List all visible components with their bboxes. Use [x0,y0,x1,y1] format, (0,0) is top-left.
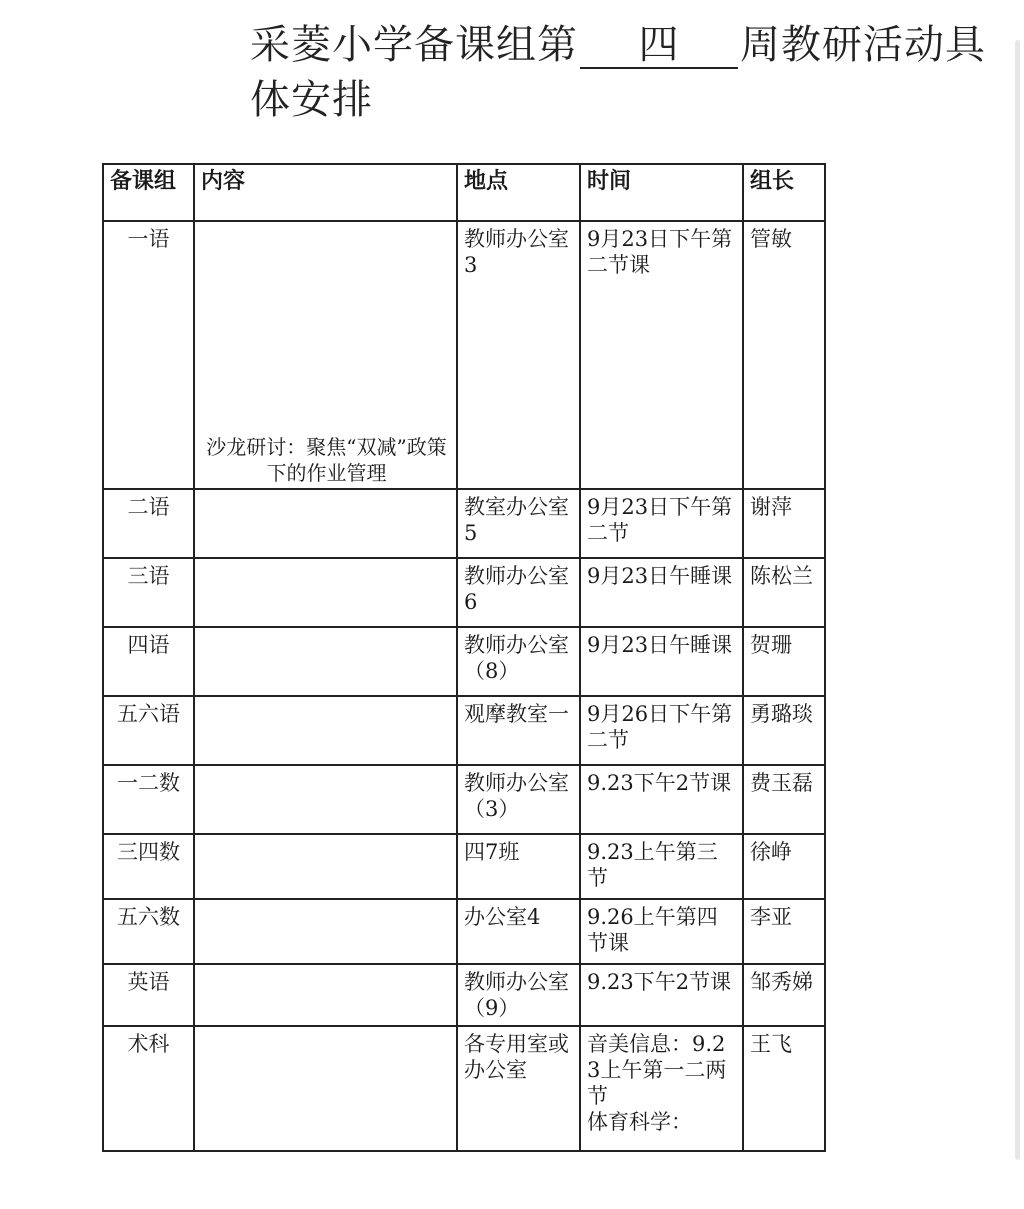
location-cell: 各专用室或办公室 [457,1026,580,1151]
location-cell: 教师办公室（9） [457,964,580,1026]
leader-cell: 陈松兰 [743,558,825,627]
location-cell: 观摩教室一 [457,696,580,765]
time-text-secondary: 体育科学： [587,1110,692,1134]
page-title [250,18,990,128]
table-row [103,765,825,834]
leader-cell: 李亚 [743,899,825,964]
location-cell: 教室办公室5 [457,489,580,558]
table-row [103,221,825,489]
header-location: 地点 [457,164,580,221]
table-row [103,899,825,964]
title-prefix: 采菱小学备课组第 [250,22,578,68]
content-cell [194,834,457,899]
time-cell: 9月23日午睡课 [580,558,743,627]
table-row [103,964,825,1026]
table-row [103,696,825,765]
content-cell [194,558,457,627]
header-group: 备课组 [103,164,194,221]
location-cell: 教师办公室（3） [457,765,580,834]
time-cell: 9.23下午2节课 [580,964,743,1026]
time-cell: 9月23日午睡课 [580,627,743,696]
scrollbar[interactable] [1015,40,1020,1160]
table-header-row [103,164,825,221]
location-cell: 教师办公室6 [457,558,580,627]
leader-cell: 徐峥 [743,834,825,899]
time-cell: 9月23日下午第二节课 [580,221,743,489]
content-cell [194,489,457,558]
group-cell: 三语 [103,558,194,627]
leader-cell: 贺珊 [743,627,825,696]
table-row [103,1026,825,1151]
leader-cell: 勇璐琰 [743,696,825,765]
title-suffix: 周教研活动具体安排 [250,22,986,123]
content-cell [194,696,457,765]
content-cell [194,1026,457,1151]
location-cell: 教师办公室3 [457,221,580,489]
content-cell [194,964,457,1026]
group-cell: 二语 [103,489,194,558]
location-cell: 四7班 [457,834,580,899]
location-cell: 教师办公室（8） [457,627,580,696]
schedule-table [102,163,826,1152]
content-cell [194,899,457,964]
group-cell: 英语 [103,964,194,1026]
leader-cell: 王飞 [743,1026,825,1151]
content-cell [194,627,457,696]
group-cell: 术科 [103,1026,194,1151]
header-leader: 组长 [743,164,825,221]
group-cell: 五六数 [103,899,194,964]
time-cell: 9.26上午第四节课 [580,899,743,964]
table-row [103,834,825,899]
table-row [103,627,825,696]
time-cell: 9.23下午2节课 [580,765,743,834]
table-row [103,558,825,627]
leader-cell: 管敏 [743,221,825,489]
time-cell: 9月23日下午第二节 [580,489,743,558]
leader-cell: 谢萍 [743,489,825,558]
group-cell: 一二数 [103,765,194,834]
content-cell [194,221,457,489]
time-cell: 9.23上午第三节 [580,834,743,899]
time-text: 音美信息：9.23上午第一二两节 [587,1032,727,1108]
time-cell [580,1026,743,1151]
group-cell: 三四数 [103,834,194,899]
week-number: 四 [580,23,738,69]
content-cell [194,765,457,834]
group-cell: 四语 [103,627,194,696]
location-cell: 办公室4 [457,899,580,964]
header-content: 内容 [194,164,457,221]
leader-cell: 费玉磊 [743,765,825,834]
group-cell: 五六语 [103,696,194,765]
table-row [103,489,825,558]
content-text: 沙龙研讨：聚焦“双减”政策下的作业管理 [206,435,447,485]
header-time: 时间 [580,164,743,221]
time-cell: 9月26日下午第二节 [580,696,743,765]
leader-cell: 邹秀娣 [743,964,825,1026]
group-cell: 一语 [103,221,194,489]
